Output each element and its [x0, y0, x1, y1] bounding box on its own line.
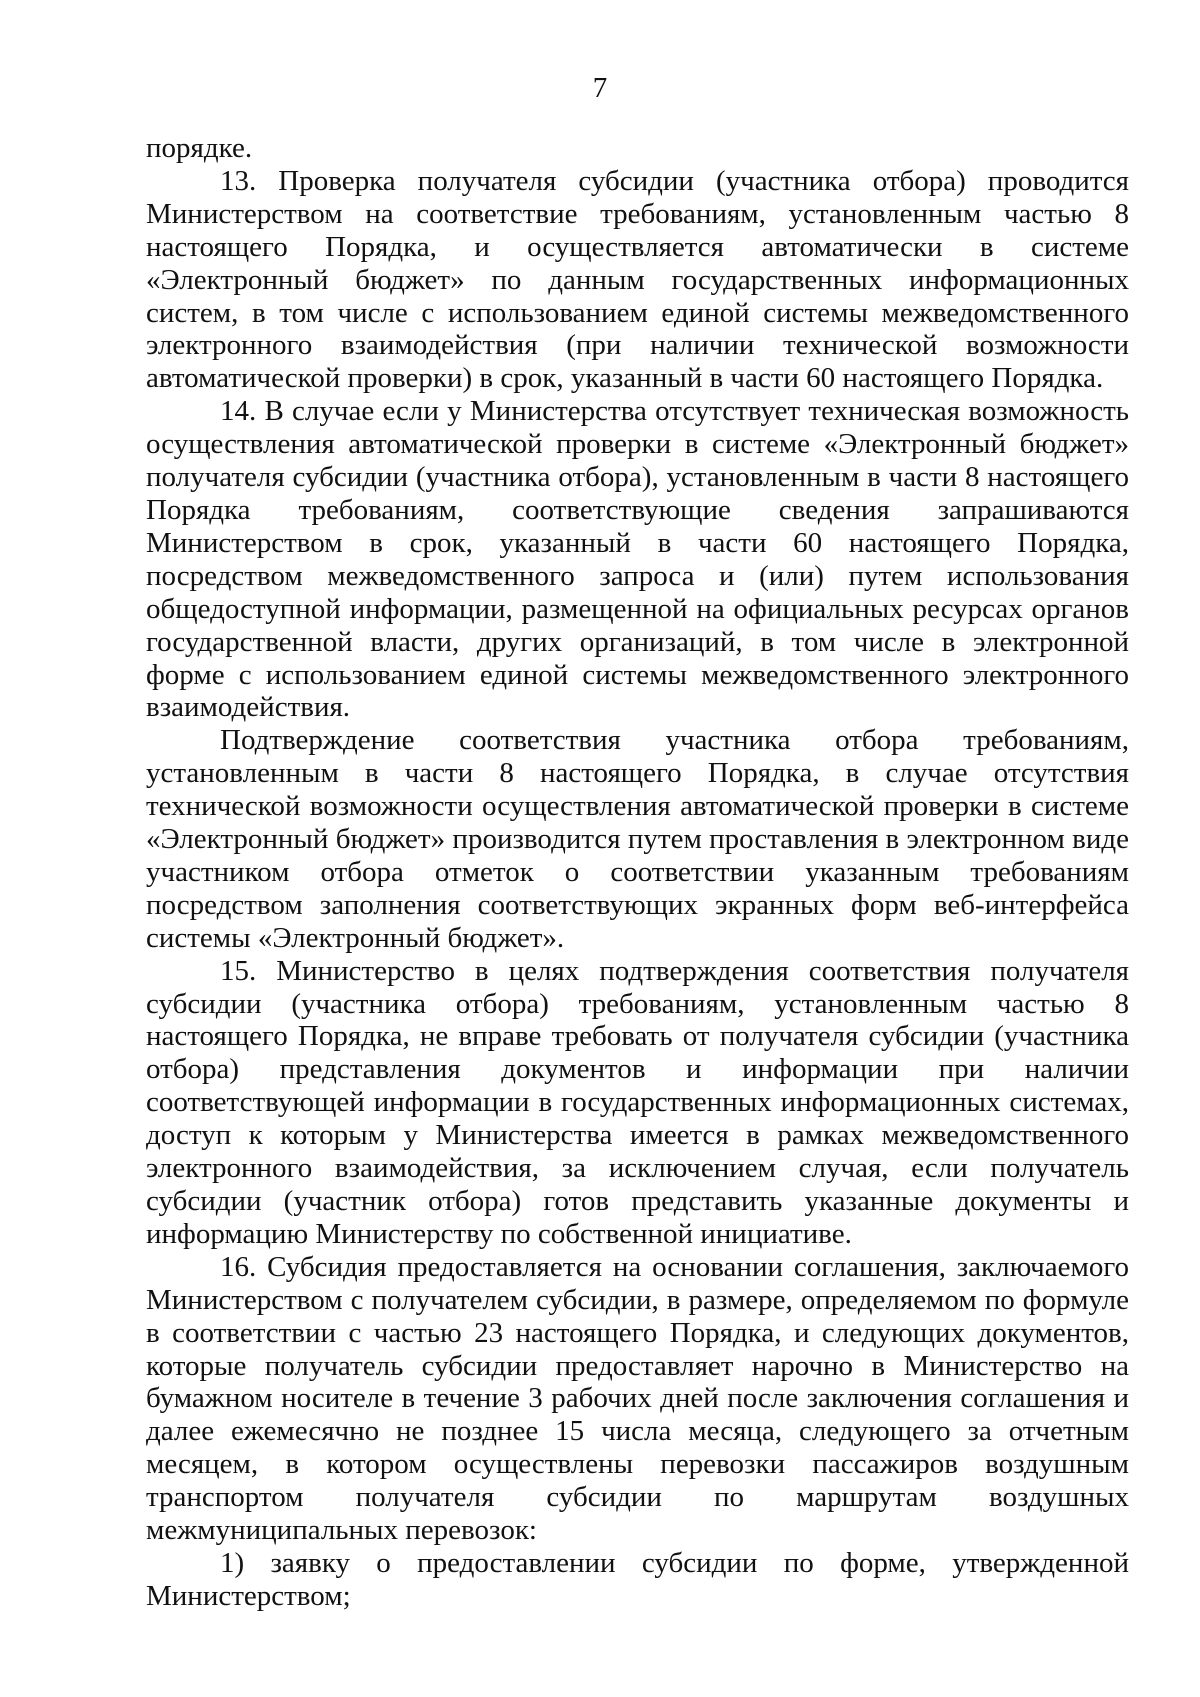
- document-body: [146, 132, 1129, 1613]
- paragraph-16-item-1: 1) заявку о предоставлении субсидии по форме, утвержденной Министерством;: [146, 1546, 1129, 1612]
- page-number: 7: [592, 72, 608, 104]
- paragraph-15: 15. Министерство в целях подтверждения соответствия получателя субсидии (участника отбора) требованиям, установленным частью 8 настоящего Порядка, не вправе требовать от получателя субсидии (участника отбора) представления документов и информации при наличии соответствующей информации в государственных информационных системах, доступ к которым у Министерства имеется в рамках межведомственного электронного взаимодействия, за исключением случая, если получатель субсидии (участник отбора) готов представить указанные документы и информацию Министерству по собственной инициативе.: [146, 954, 1129, 1250]
- paragraph-13: 13. Проверка получателя субсидии (участника отбора) проводится Министерством на соответствие требованиям, установленным частью 8 настоящего Порядка, и осуществляется автоматически в системе «Электронный бюджет» по данным государственных информационных систем, в том числе с использованием единой системы межведомственного электронного взаимодействия (при наличии технической возможности автоматической проверки) в срок, указанный в части 60 настоящего Порядка.: [146, 164, 1129, 395]
- paragraph-continuation: порядке.: [146, 132, 253, 164]
- paragraph-16: 16. Субсидия предоставляется на основании соглашения, заключаемого Министерством с получателем субсидии, в размере, определяемом по формуле в соответствии с частью 23 настоящего Порядка, и следующих документов, которые получатель субсидии предоставляет нарочно в Министерство на бумажном носителе в течение 3 рабочих дней после заключения соглашения и далее ежемесячно не позднее 15 числа месяца, следующего за отчетным месяцем, в котором осуществлены перевозки пассажиров воздушным транспортом получателя субсидии по маршрутам воздушных межмуниципальных перевозок:: [146, 1250, 1129, 1547]
- paragraph-14-confirmation: Подтверждение соответствия участника отбора требованиям, установленным в части 8 настоящего Порядка, в случае отсутствия технической возможности осуществления автоматической проверки в системе «Электронный бюджет» производится путем проставления в электронном виде участником отбора отметок о соответствии указанным требованиям посредством заполнения соответствующих экранных форм веб-интерфейса системы «Электронный бюджет».: [146, 724, 1129, 954]
- paragraph-14: 14. В случае если у Министерства отсутствует техническая возможность осуществления автоматической проверки в системе «Электронный бюджет» получателя субсидии (участника отбора), установленным в части 8 настоящего Порядка требованиям, соответствующие сведения запрашиваются Министерством в срок, указанный в части 60 настоящего Порядка, посредством межведомственного запроса и (или) путем использования общедоступной информации, размещенной на официальных ресурсах органов государственной власти, других организаций, в том числе в электронной форме с использованием единой системы межведомственного электронного взаимодействия.: [146, 395, 1129, 724]
